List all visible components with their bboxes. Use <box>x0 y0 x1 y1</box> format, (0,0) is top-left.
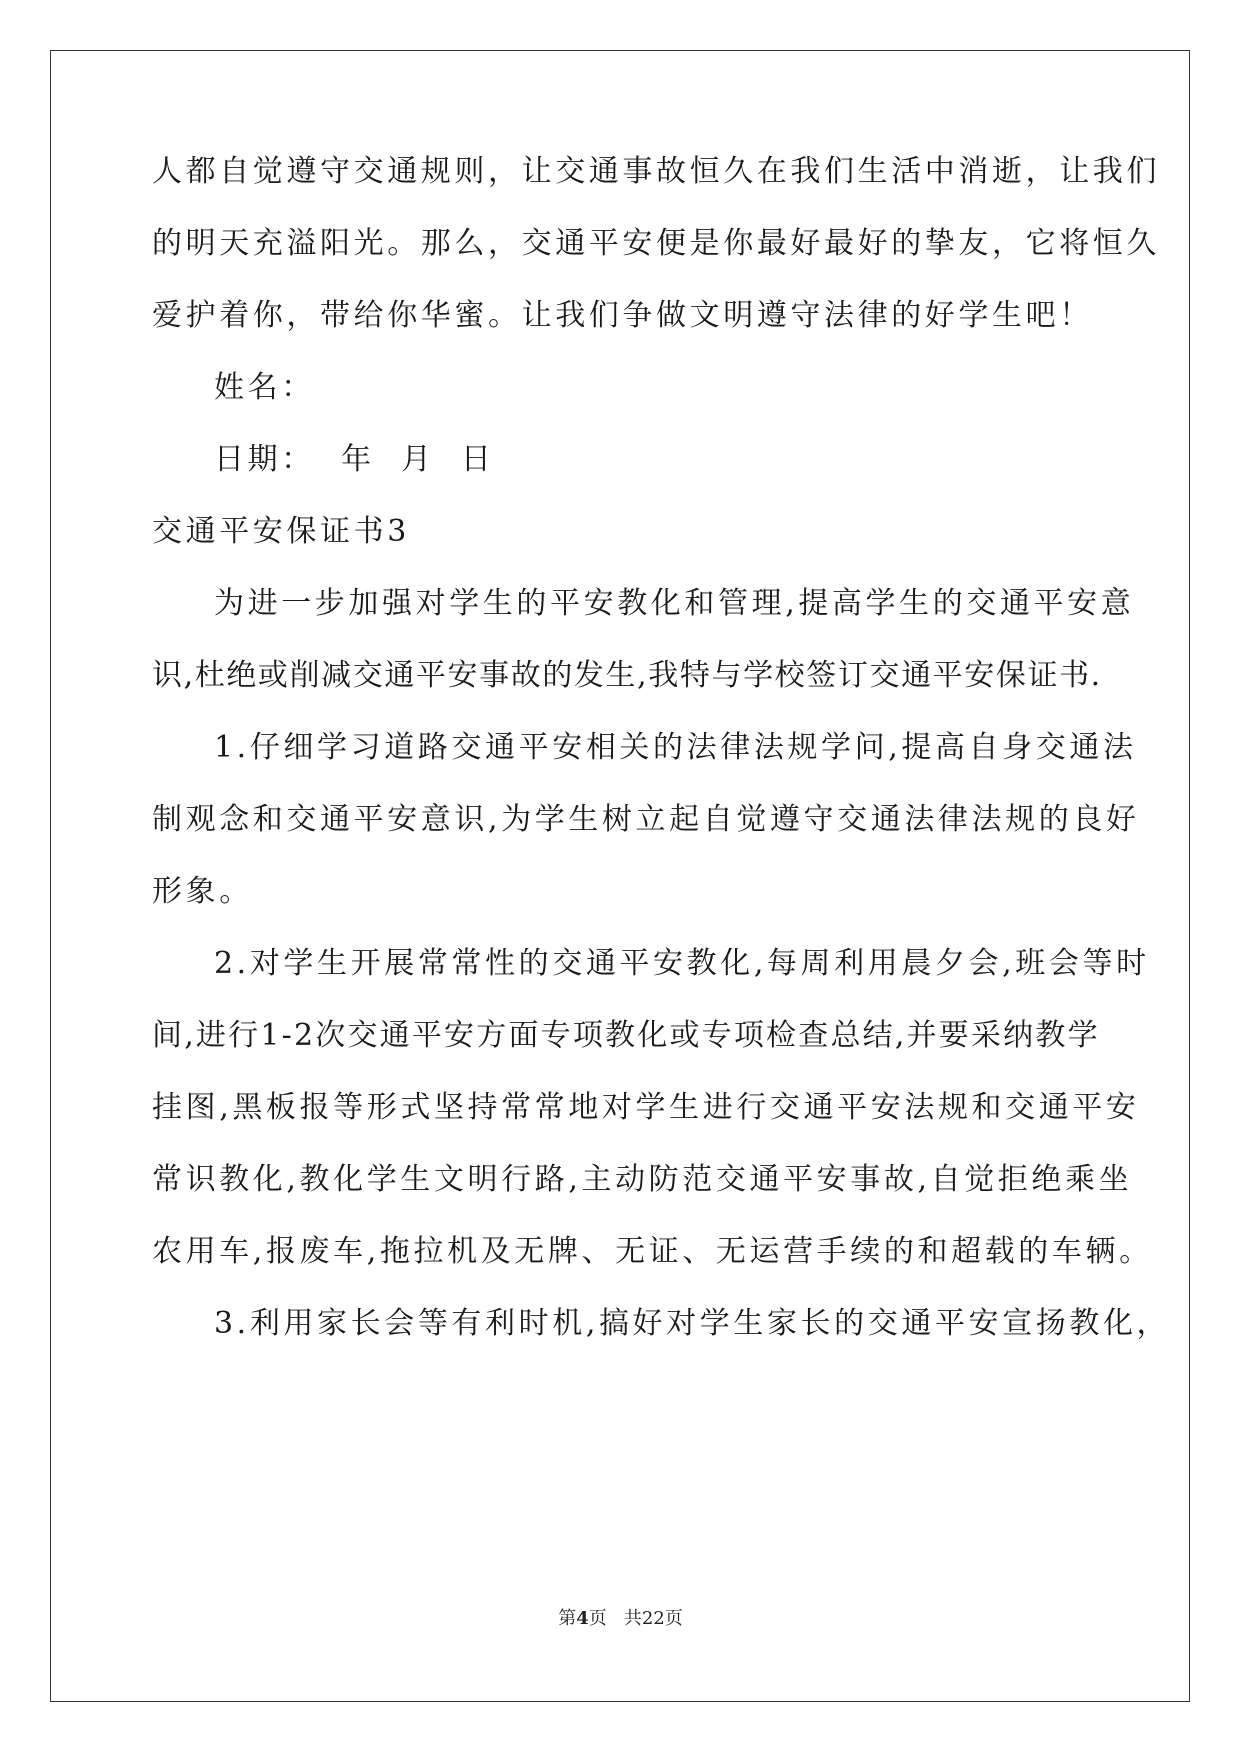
body-text-line: 爱护着你，带给你华蜜。让我们争做文明遵守法律的好学生吧！ <box>152 298 1093 333</box>
footer-total-suffix: 页 <box>664 1608 683 1629</box>
signature-name-label: 姓名： <box>214 370 315 405</box>
signature-date-label: 日期： 年 月 日 <box>214 442 495 477</box>
body-text-line: 识,杜绝或削减交通平安事故的发生,我特与学校签订交通平安保证书. <box>152 658 1102 693</box>
body-text-line: 2.对学生开展常常性的交通平安教化,每周利用晨夕会,班会等时 <box>214 946 1150 981</box>
body-text-line: 常识教化,教化学生文明行路,主动防范交通平安事故,自觉拒绝乘坐 <box>152 1162 1133 1197</box>
page-footer <box>0 1607 1241 1631</box>
body-text-line: 3.利用家长会等有利时机,搞好对学生家长的交通平安宣扬教化， <box>214 1306 1171 1341</box>
footer-prefix: 第 <box>558 1608 577 1629</box>
footer-total-prefix: 共 <box>623 1608 642 1629</box>
body-text-line: 间,进行1-2次交通平安方面专项教化或专项检查总结,并要采纳教学 <box>152 1018 1100 1053</box>
body-text-line: 形象。 <box>152 874 253 909</box>
body-text-line: 1.仔细学习道路交通平安相关的法律法规学问,提高自身交通法 <box>214 730 1137 765</box>
footer-current-page: 4 <box>576 1608 589 1629</box>
body-text-line: 制观念和交通平安意识,为学生树立起自觉遵守交通法律法规的良好 <box>152 802 1140 837</box>
body-text-line: 农用车,报废车,拖拉机及无牌、无证、无运营手续的和超载的车辆。 <box>152 1234 1153 1269</box>
body-text-line: 挂图,黑板报等形式坚持常常地对学生进行交通平安法规和交通平安 <box>152 1090 1140 1125</box>
body-text-line: 为进一步加强对学生的平安教化和管理,提高学生的交通平安意 <box>214 586 1135 621</box>
body-text-line: 人都自觉遵守交通规则，让交通事故恒久在我们生活中消逝，让我们 <box>152 154 1160 189</box>
footer-page-word: 页 <box>588 1608 607 1629</box>
body-text-line: 的明天充溢阳光。那么，交通平安便是你最好最好的挚友，它将恒久 <box>152 226 1160 261</box>
footer-total-pages: 22 <box>641 1608 665 1629</box>
section-heading: 交通平安保证书3 <box>152 514 410 549</box>
